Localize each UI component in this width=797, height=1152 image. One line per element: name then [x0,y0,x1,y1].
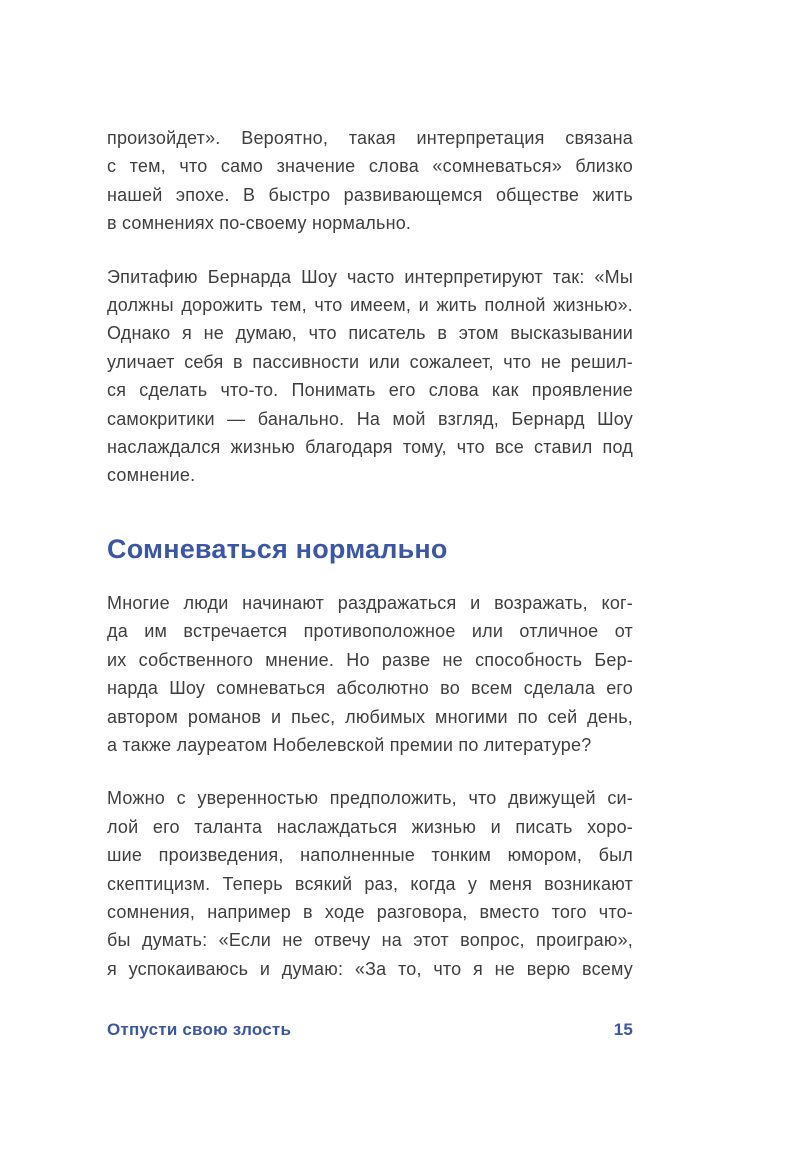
text-line: я успокаиваюсь и думаю: «За то, что я не верю всему [107,958,633,979]
text-line: Многие люди начинают раздражаться и возражать, ког- [107,592,633,613]
paragraph [107,124,633,238]
page-footer [107,1020,633,1040]
text-line: автором романов и пьес, любимых многими по сей день, [107,706,633,727]
text-line: скептицизм. Теперь всякий раз, когда у меня возникают [107,873,633,894]
text-line: произойдет». Вероятно, такая интерпретация связана [107,128,633,148]
text-line: лой его таланта наслаждаться жизнью и писать хоро- [107,816,633,837]
text-line: должны дорожить тем, что имеем, и жить полной жизнью». [107,295,633,316]
text-line: нашей эпохе. В быстро развивающемся обществе жить [107,184,633,205]
paragraph [107,263,633,490]
text-line: в сомнениях по-своему нормально. [107,213,412,234]
section-heading: Сомневаться нормально [107,533,448,564]
text-line: нарда Шоу сомневаться абсолютно во всем сделала его [107,678,633,699]
text-line: наслаждался жизнью благодаря тому, что все ставил под [107,437,633,458]
text-line: ся сделать что-то. Понимать его слова как проявление [107,380,633,401]
intro-section [107,124,633,490]
text-line: уличает себя в пассивности или сожалеет, что не решил- [107,351,633,372]
text-line: бы думать: «Если не отвечу на этот вопрос, проиграю», [107,930,633,951]
text-line: их собственного мнение. Но разве не способность Бер- [107,649,633,670]
text-line: Можно с уверенностью предположить, что движущей си- [107,788,633,809]
text-line: сомнения, например в ходе разговора, вместо того что- [107,901,633,922]
text-line: шие произведения, наполненные тонким юмором, был [107,845,633,866]
body-section [107,589,633,983]
running-book-title: Отпусти свою злость [107,1020,292,1039]
paragraph [107,784,633,983]
text-line: сомнение. [107,465,196,486]
text-line: а также лауреатом Нобелевской премии по литературе? [107,734,592,755]
page-content [107,124,633,983]
text-line: да им встречается противоположное или отличное от [107,621,633,642]
text-line: Эпитафию Бернарда Шоу часто интерпретируют так: «Мы [107,266,633,287]
text-line: с тем, что само значение слова «сомневаться» близко [107,156,633,177]
page-number: 15 [613,1020,633,1039]
paragraph [107,589,633,759]
text-line: самокритики — банально. На мой взгляд, Бернард Шоу [107,408,633,429]
text-line: Однако я не думаю, что писатель в этом высказывании [107,323,633,344]
